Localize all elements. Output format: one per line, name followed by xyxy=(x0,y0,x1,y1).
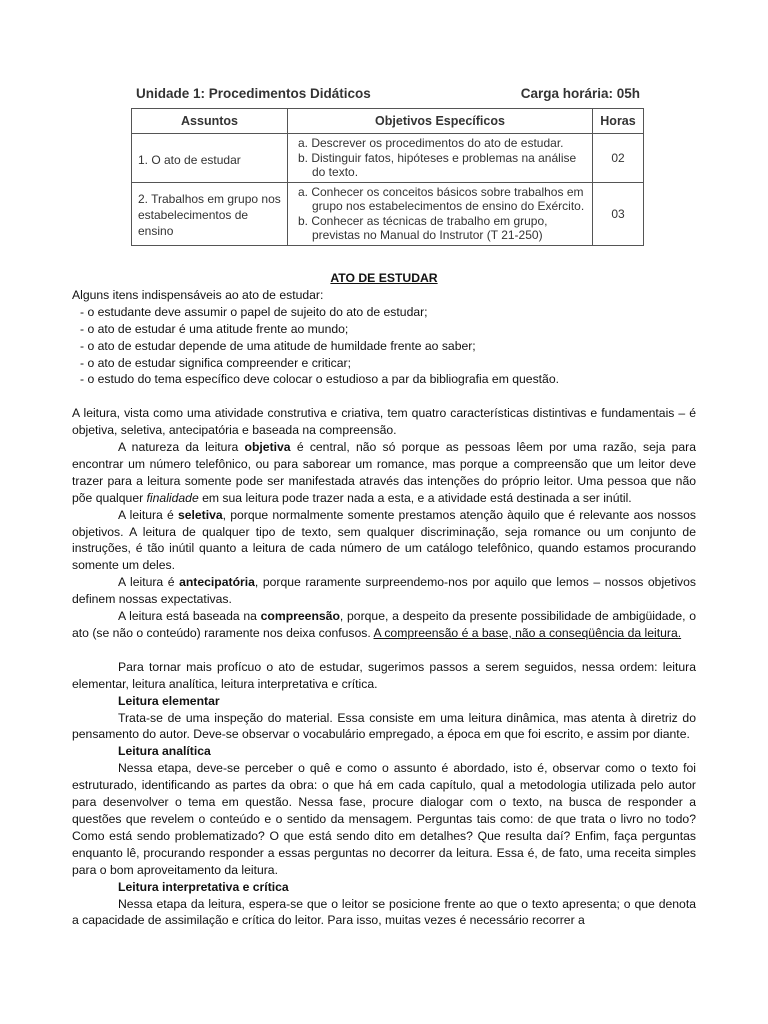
paragraph xyxy=(72,439,696,507)
table-row xyxy=(132,182,644,245)
paragraph xyxy=(72,574,696,608)
text-run-bold: objetiva xyxy=(244,440,291,455)
list-item: - o estudante deve assumir o papel de sujeito do ato de estudar; xyxy=(80,304,428,319)
objective-item: b. Conhecer as técnicas de trabalho em grupo, previstas no Manual do Instrutor (T 21-250) xyxy=(298,213,548,242)
row-objectives xyxy=(288,182,593,245)
subheading: Leitura elementar xyxy=(118,693,220,708)
text-run: é central, não só porque as pessoas lêem por uma razão, seja para encontrar um número telefônico, ou para saborear um romance, mas porque a compreensão que um leitor deve trazer para a leitura somente pode ser manifestada através das intenções do próprio leitor. Uma pessoa que não põe qualquer xyxy=(72,440,696,505)
text-run: , porque, a despeito da presente possibilidade de ambigüidade, o ato (se não o conteúdo) raramente nos deixa confusos. xyxy=(72,609,697,641)
row-objectives xyxy=(288,134,593,183)
row-subject: 2. Trabalhos em grupo nos estabelecimentos de ensino xyxy=(132,182,288,245)
row-subject: 1. O ato de estudar xyxy=(132,134,288,183)
paragraph: Nessa etapa, deve-se perceber o quê e como o assunto é abordado, isto é, observar como o texto foi estruturado, identificando as partes da obra: o que há em cada capítulo, qual a metodologia utilizada pelo autor para desenvolver o tema em questão. Nessa fase, procure dialogar com o texto, na busca de responder a questões que revelem o conteúdo e o sentido da mensagem. Perguntas tais como: de que trata o livro no todo? Como está sendo problematizado? O que está sendo dito em detalhes? Que resulta daí? Enfim, faça perguntas enquanto lê, procurando responder a essas perguntas no decorrer da leitura. Essa é, de fato, uma receita simples para o bom aproveitamento da leitura. xyxy=(72,761,696,877)
text-run-bold: compreensão xyxy=(260,609,340,624)
subheading: Leitura interpretativa e crítica xyxy=(118,879,289,894)
text-run-underlined: A compreensão é a base, não a conseqüência da leitura. xyxy=(373,626,682,641)
paragraph: Trata-se de uma inspeção do material. Essa consiste em uma leitura dinâmica, mas atenta à diretriz do pensamento do autor. Deve-se observar o vocabulário empregado, a época em que foi escrito, e assim por diante. xyxy=(72,710,696,742)
paragraph xyxy=(72,608,696,642)
paragraph: Para tornar mais profícuo o ato de estudar, sugerimos passos a serem seguidos, nessa ordem: leitura elementar, leitura analítica, leitura interpretativa e crítica. xyxy=(72,659,696,691)
unit-header xyxy=(136,86,640,101)
text-run: em sua leitura pode trazer nada a esta, e a atividade está destinada a ser inútil. xyxy=(198,490,632,505)
paragraph: A leitura, vista como uma atividade construtiva e criativa, tem quatro características distintivas e fundamentais – é objetiva, seletiva, antecipatória e baseada na compreensão. xyxy=(72,406,696,438)
objective-item: a. Descrever os procedimentos do ato de estudar. xyxy=(298,136,564,150)
text-run: A natureza da leitura xyxy=(118,440,245,455)
text-run: , porque raramente surpreendemo-nos por aquilo que lemos – nossos objetivos definem nossas expectativas. xyxy=(72,575,696,607)
row-hours: 02 xyxy=(593,134,644,183)
intro-line: Alguns itens indispensáveis ao ato de estudar: xyxy=(72,287,324,302)
text-run-bold: antecipatória xyxy=(179,575,255,590)
paragraph: Nessa etapa da leitura, espera-se que o leitor se posicione frente ao que o texto apresenta; o que denota a capacidade de assimilação e crítica do leitor. Para isso, muitas vezes é necessário recorrer a xyxy=(72,896,696,928)
text-run: A leitura está baseada na xyxy=(118,609,261,624)
section-title: ATO DE ESTUDAR xyxy=(330,271,438,285)
lesson-plan-table xyxy=(131,108,644,246)
table-header-row xyxy=(132,109,644,134)
text-run: , porque normalmente somente prestamos atenção àquilo que é relevante aos nossos objetivos. A leitura de qualquer tipo de texto, sem qualquer discriminação, seja romance ou um conjunto de instruções, é tão inútil quanto a leitura de cada número de um catálogo telefônico, quando estamos procurando somente um deles. xyxy=(72,507,697,573)
unit-workload: Carga horária: 05h xyxy=(520,86,640,101)
table-row xyxy=(132,134,644,183)
header-subjects: Assuntos xyxy=(132,109,288,134)
text-run: A leitura é xyxy=(118,507,178,522)
objective-item: a. Conhecer os conceitos básicos sobre trabalhos em grupo nos estabelecimentos de ensino do Exército. xyxy=(298,184,585,213)
text-run-bold: seletiva xyxy=(177,507,223,522)
list-item: - o ato de estudar significa compreender e criticar; xyxy=(80,355,351,370)
header-objectives: Objetivos Específicos xyxy=(288,109,593,134)
objective-item: b. Distinguir fatos, hipóteses e problemas na análise do texto. xyxy=(298,150,577,179)
text-run-italic: finalidade xyxy=(146,490,199,505)
unit-title: Unidade 1: Procedimentos Didáticos xyxy=(136,86,371,101)
list-item: - o ato de estudar depende de uma atitude de humildade frente ao saber; xyxy=(80,338,476,353)
document-body xyxy=(72,270,696,929)
paragraph xyxy=(72,507,696,575)
list-item: - o ato de estudar é uma atitude frente ao mundo; xyxy=(80,321,349,336)
list-item: - o estudo do tema específico deve colocar o estudioso a par da bibliografia em questão. xyxy=(80,372,559,387)
header-hours: Horas xyxy=(593,109,644,134)
subheading: Leitura analítica xyxy=(118,744,211,759)
text-run: A leitura é xyxy=(118,575,180,590)
row-hours: 03 xyxy=(593,182,644,245)
